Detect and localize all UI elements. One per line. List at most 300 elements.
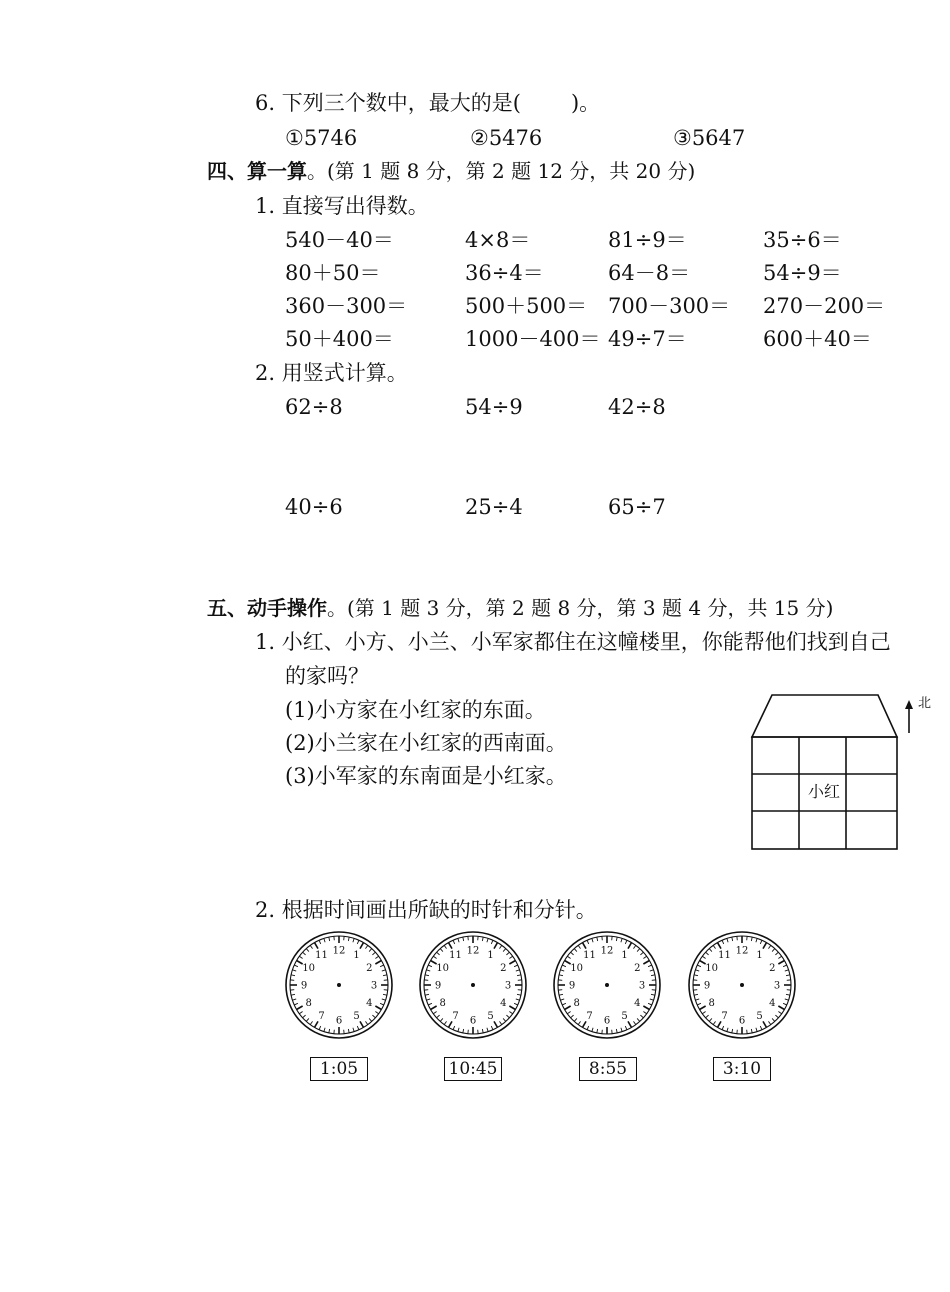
clock-tick	[565, 1006, 571, 1010]
clock-tick	[578, 945, 580, 948]
clock-number: 4	[500, 998, 507, 1009]
clock-tick	[463, 937, 464, 941]
clock-number: 5	[756, 1010, 763, 1022]
clock-tick	[772, 949, 775, 952]
vertical-item: 42÷8	[608, 395, 666, 419]
clock-tick	[491, 1026, 493, 1030]
clock-tick	[383, 975, 387, 976]
clock-tick	[640, 952, 643, 955]
clock-number: 6	[335, 1015, 343, 1027]
clock-number: 3	[773, 980, 781, 992]
clock-number: 6	[603, 1015, 611, 1027]
clock-tick	[775, 1015, 778, 1018]
vertical-item: 62÷8	[285, 395, 343, 419]
clock-tick	[648, 1003, 652, 1005]
clock-tick	[768, 1021, 770, 1024]
clock-tick	[433, 1011, 436, 1013]
oral-item: 35÷6＝	[763, 228, 842, 252]
clock-tick	[514, 965, 518, 967]
section-4-title: 四、算一算	[207, 159, 307, 183]
clock-tick	[324, 1028, 325, 1032]
clock-tick	[499, 945, 501, 948]
clock-tick	[487, 938, 488, 942]
oral-item: 64－8＝	[608, 261, 691, 285]
clock-tick	[648, 965, 652, 967]
building-roof	[752, 695, 897, 737]
clock-number: 8	[439, 998, 446, 1009]
clock-number: 6	[738, 1015, 746, 1027]
clock-tick	[643, 1006, 649, 1010]
clock-tick	[785, 970, 789, 971]
clock-tick	[499, 1021, 501, 1024]
clock-tick	[643, 961, 649, 965]
clock-tick	[509, 1006, 515, 1010]
clock-tick	[571, 952, 574, 955]
clock-tick	[315, 1021, 319, 1027]
clock-tick	[625, 1026, 627, 1030]
vertical-item: 40÷6	[285, 495, 343, 519]
clock-number: 9	[568, 980, 576, 992]
clock-number: 1	[353, 950, 360, 962]
clock-tick	[516, 999, 520, 1000]
clock-tick	[425, 994, 429, 995]
clock-tick	[506, 952, 509, 955]
clock-number: 8	[305, 998, 312, 1009]
clock-tick	[597, 937, 598, 941]
clock-number: 2	[500, 963, 507, 974]
clock-tick	[722, 1026, 724, 1030]
clock-tick	[380, 1003, 384, 1005]
clock-number: 10	[570, 963, 584, 974]
oral-item: 36÷4＝	[465, 261, 544, 285]
clock-tick	[651, 994, 655, 995]
clock-tick	[425, 975, 429, 976]
clock-tick	[709, 949, 712, 952]
clock-tick	[560, 999, 564, 1000]
clock-tick	[453, 940, 455, 944]
op-q1-item: (2)小兰家在小红家的西南面。	[285, 731, 567, 755]
clock-tick	[722, 940, 724, 944]
clock-tick	[583, 1021, 587, 1027]
clock-tick	[380, 965, 384, 967]
oral-item: 54÷9＝	[763, 261, 842, 285]
oral-calc-label: 1. 直接写出得数。	[255, 194, 429, 218]
clock-tick	[621, 938, 622, 942]
clock-tick	[760, 940, 762, 944]
clock-tick	[509, 1011, 512, 1013]
clock-tick	[565, 961, 571, 965]
clock-number: 8	[708, 998, 715, 1009]
clock-tick	[494, 1021, 498, 1027]
clock-tick	[297, 1006, 303, 1010]
clock-tick	[778, 956, 781, 958]
clock-tick	[506, 1015, 509, 1018]
clock-tick	[372, 952, 375, 955]
clock-tick	[375, 961, 381, 965]
clock-tick	[329, 937, 330, 941]
clock-center	[471, 983, 475, 987]
clock-tick	[592, 938, 593, 942]
clock-tick	[756, 938, 757, 942]
clock-tick	[695, 970, 699, 971]
clock-number: 5	[353, 1010, 360, 1022]
q6-stem: 下列三个数中，最大的是(	[281, 91, 521, 115]
clock-tick	[651, 975, 655, 976]
clock-tick	[509, 956, 512, 958]
clock-tick	[458, 938, 459, 942]
oral-item: 500＋500＝	[465, 294, 588, 318]
building-cell-label[interactable]: 小红	[808, 782, 841, 801]
clock-tick	[440, 949, 443, 952]
clock-tick	[292, 970, 296, 971]
clock-tick	[727, 938, 728, 942]
clock-tick	[319, 940, 321, 944]
clock-number: 12	[466, 945, 480, 957]
clock-rim	[420, 932, 526, 1038]
op-q1-line1: 1. 小红、小方、小兰、小军家都住在这幢楼里，你能帮他们找到自己	[255, 630, 891, 654]
clock-tick	[706, 1015, 709, 1018]
clock-tick	[700, 961, 706, 965]
clock-number: 11	[315, 950, 328, 962]
clock-tick	[560, 970, 564, 971]
oral-item: 80＋50＝	[285, 261, 381, 285]
clock-number: 1	[621, 950, 628, 962]
clock-tick	[694, 975, 698, 976]
clock-number: 11	[718, 950, 731, 962]
clock-number: 3	[370, 980, 378, 992]
clock-tick	[694, 994, 698, 995]
clock-tick	[509, 961, 515, 965]
clock-tick	[453, 1026, 455, 1030]
clock-tick	[463, 1029, 464, 1033]
clock-number: 2	[634, 963, 641, 974]
clock-tick	[310, 945, 312, 948]
clock-rim	[286, 932, 392, 1038]
clock-number: 5	[487, 1010, 494, 1022]
clock-tick	[578, 1021, 580, 1024]
clock-number: 8	[573, 998, 580, 1009]
clock-tick	[763, 943, 767, 949]
clock-tick	[494, 943, 498, 949]
clock-tick	[783, 965, 787, 967]
clock-tick	[357, 1026, 359, 1030]
clock-number: 4	[366, 998, 373, 1009]
clock-tick	[625, 940, 627, 944]
clock-tick	[292, 999, 296, 1000]
clock-tick	[382, 999, 386, 1000]
clock-tick	[303, 952, 306, 955]
clock-tick	[303, 1015, 306, 1018]
clock-tick	[315, 943, 319, 949]
clock-tick	[574, 1018, 577, 1021]
clock-number: 3	[638, 980, 646, 992]
clock-tick	[633, 945, 635, 948]
clock-tick	[375, 1006, 381, 1010]
clock-tick	[360, 943, 364, 949]
q6-number: 6.	[255, 91, 276, 115]
vertical-item: 54÷9	[465, 395, 523, 419]
clock-tick	[567, 1011, 570, 1013]
oral-item: 1000－400＝	[465, 327, 601, 351]
q6-line	[255, 93, 600, 114]
clock-tick	[324, 938, 325, 942]
clock-tick	[697, 965, 701, 967]
clock-tick	[426, 999, 430, 1000]
clock-tick	[650, 999, 654, 1000]
q6-option-3[interactable]: ③5647	[673, 126, 746, 150]
clock-tick	[306, 1018, 309, 1021]
clock-tick	[365, 1021, 367, 1024]
clock-tick	[310, 1021, 312, 1024]
clock-number: 5	[621, 1010, 628, 1022]
clock-tick	[697, 1003, 701, 1005]
clock-tick	[709, 1018, 712, 1021]
op-q1-line2: 的家吗？	[285, 664, 369, 688]
clock-tick	[348, 1029, 349, 1033]
clock-number: 11	[583, 950, 596, 962]
north-arrow-head	[905, 700, 913, 709]
clock-tick	[369, 949, 372, 952]
q6-option-1[interactable]: ①5746	[285, 126, 358, 150]
clock-rim	[689, 932, 795, 1038]
op-q2-label: 2. 根据时间画出所缺的时针和分针。	[255, 898, 597, 922]
clock-number: 7	[586, 1010, 593, 1022]
clock-tick	[294, 1003, 298, 1005]
clock-tick	[702, 956, 705, 958]
clock-tick	[700, 1006, 706, 1010]
clock-tick	[597, 1029, 598, 1033]
oral-item: 600＋40＝	[763, 327, 872, 351]
clock-tick	[503, 949, 506, 952]
clock-number: 7	[452, 1010, 459, 1022]
clock-tick	[760, 1026, 762, 1030]
clock-tick	[433, 956, 436, 958]
oral-item: 700－300＝	[608, 294, 731, 318]
clock-tick	[357, 940, 359, 944]
clock-tick	[297, 961, 303, 965]
clock-tick	[732, 1029, 733, 1033]
clock-tick	[375, 956, 378, 958]
clock-tick	[775, 952, 778, 955]
time-box-2: 10:45	[444, 1057, 502, 1081]
clock-face-1[interactable]	[286, 932, 392, 1038]
clock-number: 4	[634, 998, 641, 1009]
clock-number: 12	[332, 945, 346, 957]
clock-tick	[437, 1015, 440, 1018]
clock-tick	[633, 1021, 635, 1024]
clock-tick	[713, 945, 715, 948]
clock-tick	[785, 999, 789, 1000]
clock-tick	[783, 1003, 787, 1005]
clock-tick	[291, 994, 295, 995]
clock-rim	[554, 932, 660, 1038]
clock-number: 6	[469, 1015, 477, 1027]
q6-end: )。	[570, 91, 601, 115]
clock-number: 3	[504, 980, 512, 992]
clock-tick	[713, 1021, 715, 1024]
vertical-calc-label: 2. 用竖式计算。	[255, 361, 408, 385]
clock-center	[337, 983, 341, 987]
oral-item: 49÷7＝	[608, 327, 687, 351]
clock-tick	[437, 952, 440, 955]
clock-center	[605, 983, 609, 987]
vertical-item: 25÷4	[465, 495, 523, 519]
clock-tick	[353, 938, 354, 942]
clock-number: 11	[449, 950, 462, 962]
clock-tick	[360, 1021, 364, 1027]
clock-tick	[571, 1015, 574, 1018]
clock-number: 12	[735, 945, 749, 957]
clock-tick	[365, 945, 367, 948]
oral-item: 81÷9＝	[608, 228, 687, 252]
clock-number: 10	[705, 963, 719, 974]
clock-tick	[778, 1006, 784, 1010]
clock-tick	[353, 1028, 354, 1032]
clock-tick	[695, 999, 699, 1000]
clock-tick	[778, 1011, 781, 1013]
clock-number: 1	[487, 950, 494, 962]
clock-number: 10	[302, 963, 316, 974]
clock-tick	[583, 943, 587, 949]
clock-tick	[751, 1029, 752, 1033]
clock-tick	[628, 1021, 632, 1027]
clock-tick	[449, 943, 453, 949]
clock-tick	[458, 1028, 459, 1032]
clock-number: 9	[434, 980, 442, 992]
q6-option-2[interactable]: ②5476	[470, 126, 543, 150]
clock-number: 1	[756, 950, 763, 962]
clock-tick	[727, 1028, 728, 1032]
clock-tick	[294, 965, 298, 967]
clock-tick	[616, 937, 617, 941]
clock-tick	[428, 965, 432, 967]
clock-tick	[640, 1015, 643, 1018]
clock-tick	[628, 943, 632, 949]
op-q1-item: (1)小方家在小红家的东面。	[285, 698, 546, 722]
clock-number: 7	[318, 1010, 325, 1022]
clock-tick	[574, 949, 577, 952]
clock-tick	[299, 956, 302, 958]
clock-tick	[559, 994, 563, 995]
clock-number: 9	[300, 980, 308, 992]
clock-tick	[751, 937, 752, 941]
clock-face-2[interactable]	[420, 932, 526, 1038]
clock-tick	[444, 1021, 446, 1024]
clock-tick	[587, 1026, 589, 1030]
clock-face-3[interactable]	[554, 932, 660, 1038]
clock-face-4[interactable]	[689, 932, 795, 1038]
north-label: 北	[918, 696, 932, 711]
clock-tick	[718, 1021, 722, 1027]
clock-tick	[562, 1003, 566, 1005]
clock-number: 4	[769, 998, 776, 1009]
oral-item: 4×8＝	[465, 228, 531, 252]
clock-number: 7	[721, 1010, 728, 1022]
clock-tick	[643, 1011, 646, 1013]
clock-tick	[482, 1029, 483, 1033]
section-4-score: 。(第 1 题 8 分，第 2 题 12 分，共 20 分)	[307, 159, 696, 183]
clock-tick	[517, 975, 521, 976]
clock-tick	[514, 1003, 518, 1005]
oral-item: 50＋400＝	[285, 327, 394, 351]
clock-tick	[559, 975, 563, 976]
clock-tick	[348, 937, 349, 941]
clock-tick	[756, 1028, 757, 1032]
clock-number: 12	[600, 945, 614, 957]
clock-tick	[621, 1028, 622, 1032]
clock-tick	[587, 940, 589, 944]
clock-tick	[786, 975, 790, 976]
clock-tick	[375, 1011, 378, 1013]
clock-tick	[426, 970, 430, 971]
clock-tick	[718, 943, 722, 949]
clock-tick	[372, 1015, 375, 1018]
clock-tick	[383, 994, 387, 995]
clock-tick	[382, 970, 386, 971]
clock-rim	[424, 936, 522, 1034]
clock-tick	[768, 945, 770, 948]
clock-tick	[329, 1029, 330, 1033]
clock-tick	[732, 937, 733, 941]
clock-tick	[482, 937, 483, 941]
clock-center	[740, 983, 744, 987]
clock-tick	[503, 1018, 506, 1021]
clock-tick	[428, 1003, 432, 1005]
clock-tick	[562, 965, 566, 967]
clock-tick	[517, 994, 521, 995]
clock-number: 9	[703, 980, 711, 992]
clock-tick	[650, 970, 654, 971]
section-4-heading	[207, 161, 695, 181]
clock-tick	[449, 1021, 453, 1027]
clock-tick	[369, 1018, 372, 1021]
oral-item: 360－300＝	[285, 294, 408, 318]
clock-tick	[786, 994, 790, 995]
clock-rim	[558, 936, 656, 1034]
op-q1-item: (3)小军家的东南面是小红家。	[285, 764, 567, 788]
time-box-1: 1:05	[310, 1057, 368, 1081]
oral-item: 540－40＝	[285, 228, 394, 252]
clock-tick	[431, 961, 437, 965]
clock-tick	[491, 940, 493, 944]
clock-tick	[637, 1018, 640, 1021]
clock-number: 10	[436, 963, 450, 974]
clock-tick	[763, 1021, 767, 1027]
clock-tick	[306, 949, 309, 952]
clock-tick	[516, 970, 520, 971]
clock-tick	[592, 1028, 593, 1032]
clock-tick	[291, 975, 295, 976]
section-5-score: 。(第 1 题 3 分，第 2 题 8 分，第 3 题 4 分，共 15 分)	[327, 596, 834, 620]
clock-tick	[444, 945, 446, 948]
section-5-title: 五、动手操作	[207, 596, 327, 620]
clock-rim	[290, 936, 388, 1034]
clock-tick	[772, 1018, 775, 1021]
clock-tick	[778, 961, 784, 965]
time-box-4: 3:10	[713, 1057, 771, 1081]
time-box-3: 8:55	[579, 1057, 637, 1081]
vertical-item: 65÷7	[608, 495, 666, 519]
oral-item: 270－200＝	[763, 294, 886, 318]
clock-tick	[637, 949, 640, 952]
clock-tick	[299, 1011, 302, 1013]
clock-tick	[567, 956, 570, 958]
clock-tick	[702, 1011, 705, 1013]
clock-number: 2	[366, 963, 373, 974]
section-5-heading	[207, 598, 833, 618]
clock-tick	[440, 1018, 443, 1021]
clock-tick	[616, 1029, 617, 1033]
